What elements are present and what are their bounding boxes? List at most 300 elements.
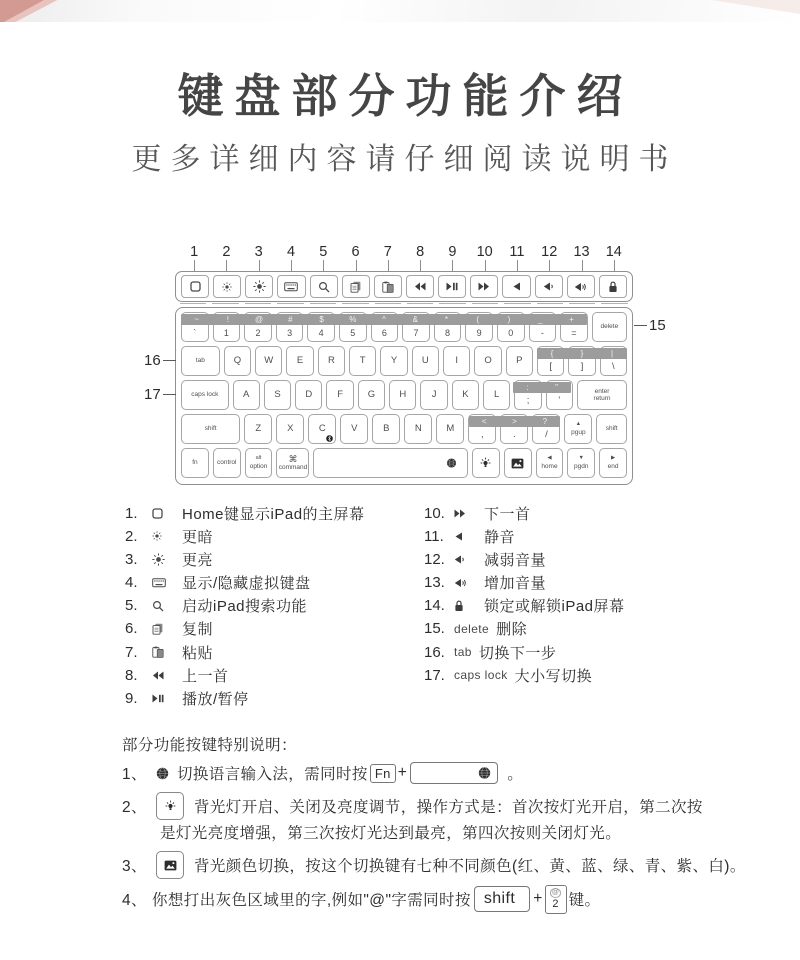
list-item-text: 增加音量	[484, 575, 547, 593]
callout-number: 6	[339, 244, 371, 260]
note-item-3	[122, 851, 762, 879]
callout-15-delete	[634, 317, 666, 334]
key-label: O	[484, 354, 492, 366]
note-number: 4、	[122, 892, 147, 909]
list-item-text: 减弱音量	[484, 551, 547, 569]
bright-icon	[152, 553, 182, 566]
note-item-2-continued: 是灯光亮度增强，第三次按灯光达到最亮，第四次按则关闭灯光。	[160, 825, 622, 842]
key-label: T	[359, 354, 366, 366]
shift-symbol: |	[610, 349, 614, 358]
keyboard-key	[412, 346, 439, 376]
function-key-row	[175, 271, 633, 302]
keyboard-key	[372, 414, 400, 444]
dim-icon	[222, 282, 232, 292]
keyboard-key	[245, 448, 273, 478]
globe-icon	[446, 458, 456, 468]
list-item-text: Home键显示iPad的主屏幕	[182, 505, 365, 523]
keyboard-diagram	[0, 240, 800, 502]
shift-symbols-band	[537, 348, 627, 359]
keyboard-key	[295, 380, 322, 410]
keyboard-key	[326, 380, 353, 410]
note-text: 你想打出灰色区域里的字,例如"@"字需同时按	[152, 892, 471, 909]
list-item-number: 3.	[125, 550, 138, 568]
callout-number: 15	[649, 317, 666, 334]
list-item-number: 15.	[424, 620, 445, 638]
callout-line	[163, 360, 176, 361]
list-item	[424, 505, 794, 521]
key-label: G	[367, 388, 376, 400]
key-label: 8	[445, 328, 451, 339]
next-key	[470, 275, 498, 298]
key-label: 3	[287, 328, 293, 339]
keyboard-key	[567, 448, 595, 478]
callout-number: 10	[469, 244, 501, 260]
list-item-number: 11.	[424, 527, 444, 545]
key-label: .	[513, 428, 516, 440]
backlight-icon	[164, 800, 177, 813]
backlight-color-key-drawing	[156, 851, 184, 879]
key-shift-symbol: @	[551, 889, 560, 897]
shift-symbol: _	[537, 315, 543, 324]
list-item-number: 2.	[125, 527, 138, 545]
key-top-label: ◀	[547, 455, 552, 462]
key-label: /	[545, 428, 548, 440]
dash	[342, 303, 368, 304]
shift-symbols-band	[513, 382, 571, 393]
key-label: K	[462, 388, 469, 400]
key-label: 6	[381, 328, 387, 339]
lock-icon	[454, 600, 484, 612]
key-label: E	[296, 354, 304, 366]
shift-key-drawing: shift	[474, 886, 530, 912]
key-label: P	[516, 354, 523, 366]
keyboard-key	[420, 380, 447, 410]
note-item-4	[122, 885, 762, 913]
keyboard-key	[404, 414, 432, 444]
list-item-text: 启动iPad搜索功能	[182, 598, 308, 616]
list-item-number: 12.	[424, 550, 445, 568]
list-item-number: 14.	[424, 597, 445, 615]
callout-number: 2	[210, 244, 242, 260]
bright-key	[245, 275, 273, 298]
callout-numbers-row	[178, 244, 630, 260]
keyboard-key	[596, 414, 627, 444]
lock-key	[599, 275, 627, 298]
keyboard-body	[175, 307, 633, 485]
paste-icon	[152, 646, 182, 658]
key-label: [	[549, 360, 552, 372]
list-item	[424, 551, 794, 567]
key-label: =	[571, 328, 577, 339]
key-label: 5	[350, 328, 356, 339]
key-label: 0	[508, 328, 514, 339]
key-top-label: alt	[255, 455, 262, 462]
key-label: command	[278, 463, 308, 471]
keyboard-key	[564, 414, 592, 444]
list-item-number: 4.	[125, 574, 138, 592]
keyboard-key	[592, 312, 627, 342]
keyboard-key	[286, 346, 313, 376]
note-number: 2、	[122, 799, 147, 816]
keyboard-key	[443, 346, 470, 376]
at-2-key-drawing	[545, 885, 567, 914]
shift-symbol: ~	[194, 315, 199, 324]
volume-down-icon	[454, 555, 484, 564]
next-icon	[478, 282, 490, 291]
key-label: Z	[255, 422, 262, 434]
key-label: N	[414, 422, 422, 434]
list-item	[125, 598, 420, 614]
plus-sign: +	[533, 890, 543, 907]
mute-icon	[454, 532, 484, 541]
list-item-text: 下一首	[484, 505, 531, 523]
note-item-1	[122, 761, 762, 785]
callout-number: 7	[372, 244, 404, 260]
key-label: shift	[605, 425, 618, 433]
key-label: control	[216, 459, 237, 467]
list-item	[125, 691, 420, 707]
callout-number: 17	[144, 386, 161, 403]
list-item-text: 大小写切换	[514, 667, 593, 685]
key-top-label: ▼	[578, 455, 584, 462]
callout-number: 16	[144, 352, 161, 369]
keyboard-key	[276, 448, 309, 478]
key-label: H	[399, 388, 407, 400]
callout-number: 3	[243, 244, 275, 260]
key-label: option	[249, 462, 268, 470]
list-item-text: 静音	[484, 528, 516, 546]
shift-symbols-band	[469, 416, 560, 427]
list-item-number: 7.	[125, 643, 138, 661]
callout-number: 14	[598, 244, 630, 260]
dim-icon	[152, 531, 182, 541]
shift-symbol: <	[481, 417, 487, 426]
keyboard-key	[506, 346, 533, 376]
key-name-label: delete	[454, 621, 490, 636]
keyboard-key	[452, 380, 479, 410]
callout-number: 1	[178, 244, 210, 260]
shift-symbol: $	[319, 315, 324, 324]
shift-symbol: &	[412, 315, 418, 324]
bright-icon	[253, 280, 266, 293]
key-name-label: tab	[454, 645, 472, 660]
list-item	[125, 528, 420, 544]
key-label: enter	[594, 387, 610, 395]
page-subtitle: 更多详细内容请仔细阅读说明书	[131, 143, 678, 176]
key-label: pgup	[571, 428, 586, 436]
key-label: home	[541, 462, 558, 470]
volume-up-icon	[454, 578, 484, 588]
key-label: tab	[195, 357, 205, 365]
list-item-text: 锁定或解锁iPad屏幕	[484, 598, 625, 616]
key-label: L	[494, 388, 500, 400]
list-item-number: 8.	[125, 666, 138, 684]
keyboard-key	[340, 414, 368, 444]
keyboard-key	[308, 414, 336, 444]
dash	[601, 303, 627, 304]
shift-symbol: ^	[382, 315, 386, 324]
key-name-label: caps lock	[454, 668, 508, 683]
callout-number: 13	[565, 244, 597, 260]
key-label: \	[612, 360, 615, 372]
shift-symbol: ?	[542, 417, 548, 426]
key-main-symbol: 2	[552, 897, 559, 910]
volume-up-key	[567, 275, 595, 298]
callout-number: 8	[404, 244, 436, 260]
globe-icon	[156, 767, 169, 780]
photo-strip	[0, 0, 800, 22]
key-label: F	[337, 388, 344, 400]
paste-key	[374, 275, 402, 298]
shift-symbol: %	[349, 315, 357, 324]
dash	[439, 303, 465, 304]
key-label: -	[540, 328, 544, 339]
key-label: fn	[192, 459, 198, 467]
dash	[375, 303, 401, 304]
shift-symbol: #	[288, 315, 293, 324]
key-top-label: ⌘	[288, 453, 298, 464]
dim-key	[213, 275, 241, 298]
key-label: `	[193, 328, 197, 339]
keyboard-key	[358, 380, 385, 410]
copy-key	[342, 275, 370, 298]
keyboard-key	[472, 448, 500, 478]
keyboard-key	[264, 380, 291, 410]
keyboard-key	[233, 380, 260, 410]
note-item-2	[122, 793, 762, 819]
keyboard-key	[244, 414, 272, 444]
shift-symbol: >	[512, 417, 517, 426]
previous-icon	[152, 671, 182, 680]
key-label: C	[318, 422, 326, 434]
key-label: U	[421, 354, 429, 366]
virtual-keyboard-icon	[284, 282, 298, 292]
bt-icon	[326, 435, 333, 442]
note-text: 键。	[568, 892, 601, 909]
function-list-left	[125, 505, 420, 714]
shift-symbol: +	[569, 315, 574, 324]
note-number: 3、	[122, 858, 147, 875]
keyboard-key	[599, 448, 627, 478]
keyboard-row	[181, 380, 627, 410]
volume-up-icon	[574, 282, 587, 292]
home-key	[181, 275, 209, 298]
list-item	[424, 621, 794, 637]
list-item-number: 5.	[125, 597, 138, 615]
key-label: end	[607, 462, 619, 470]
key-label: B	[383, 422, 390, 434]
play-pause-icon	[446, 282, 458, 291]
home-icon	[190, 281, 201, 292]
key-label: ,	[481, 428, 484, 440]
virtual-keyboard-key	[277, 275, 305, 298]
list-item	[424, 644, 794, 660]
lock-icon	[608, 281, 618, 293]
shift-symbol: }	[580, 349, 584, 358]
previous-icon	[414, 282, 426, 291]
shift-symbol: )	[507, 315, 511, 324]
keyboard-key	[181, 346, 220, 376]
shift-symbols-band	[181, 314, 587, 325]
shift-symbol: :	[526, 383, 529, 392]
list-item	[125, 667, 420, 683]
key-label: Q	[233, 354, 242, 366]
backlight-key-drawing	[156, 792, 184, 820]
next-icon	[454, 509, 484, 518]
paste-icon	[382, 281, 394, 293]
key-label: caps lock	[191, 391, 219, 399]
function-list-right	[424, 505, 794, 691]
key-label: I	[455, 354, 459, 366]
keyboard-key	[536, 448, 564, 478]
globe-icon	[478, 767, 491, 780]
dash	[212, 303, 238, 304]
key-label: 7	[413, 328, 419, 339]
list-item-number: 1.	[125, 504, 138, 522]
list-item	[424, 667, 794, 683]
key-label: W	[264, 354, 274, 366]
keyboard-key	[436, 414, 464, 444]
key-label: 2	[255, 328, 261, 339]
list-item-text: 显示/隐藏虚拟键盘	[182, 575, 311, 593]
keyboard-row	[181, 414, 627, 444]
play-pause-icon	[152, 694, 182, 703]
dash	[472, 303, 498, 304]
shift-symbol: @	[255, 315, 264, 324]
keyboard-key	[181, 414, 240, 444]
dash	[277, 303, 303, 304]
list-item-number: 16.	[424, 643, 445, 661]
shift-symbol: *	[444, 315, 449, 324]
key-top-dashes	[180, 303, 628, 304]
keyboard-row	[181, 312, 627, 342]
note-number: 1、	[122, 766, 147, 783]
list-item	[424, 598, 794, 614]
keyboard-row	[181, 346, 627, 376]
keyboard-key	[577, 380, 627, 410]
shift-symbol: (	[476, 315, 480, 324]
keyboard-key	[389, 380, 416, 410]
key-label: ;	[526, 394, 530, 406]
keyboard-key	[318, 346, 345, 376]
keyboard-key	[224, 346, 251, 376]
backlight-color-icon	[511, 458, 524, 469]
key-label: A	[243, 388, 250, 400]
note-text: 。	[507, 766, 524, 783]
key-label: 9	[476, 328, 482, 339]
list-item-number: 17.	[424, 666, 445, 684]
search-icon	[152, 600, 182, 612]
virtual-keyboard-icon	[152, 578, 182, 588]
list-item-number: 10.	[424, 504, 445, 522]
case-corner-right	[700, 0, 800, 14]
key-label: M	[446, 422, 455, 434]
key-label: 1	[223, 328, 229, 339]
callout-number: 12	[533, 244, 565, 260]
shift-symbol: "	[555, 383, 558, 392]
key-label: S	[274, 388, 281, 400]
previous-key	[406, 275, 434, 298]
callout-16-tab	[144, 352, 176, 369]
play-pause-key	[438, 275, 466, 298]
list-item	[125, 621, 420, 637]
list-item-text: 更亮	[182, 551, 214, 569]
mute-icon	[512, 282, 521, 291]
dash	[245, 303, 271, 304]
key-label: X	[287, 422, 294, 434]
plus-sign: +	[397, 764, 408, 781]
shift-symbol: !	[226, 315, 229, 324]
list-item-number: 9.	[125, 690, 138, 707]
list-item	[424, 528, 794, 544]
keyboard-key	[213, 448, 241, 478]
dash	[569, 303, 595, 304]
search-icon	[318, 281, 330, 293]
key-label: R	[327, 354, 335, 366]
list-item	[125, 551, 420, 567]
callout-number: 11	[501, 244, 533, 260]
copy-icon	[350, 281, 362, 293]
note-text: 切换语言输入法，需同时按	[177, 766, 368, 783]
callout-line	[163, 394, 176, 395]
backlight-icon	[479, 457, 492, 470]
list-item-text: 删除	[496, 621, 528, 639]
callout-17-capslock	[144, 386, 176, 403]
key-top-label: ▲	[575, 421, 582, 428]
keyboard-key	[380, 346, 407, 376]
list-item	[424, 575, 794, 591]
key-label: D	[305, 388, 313, 400]
list-item-text: 切换下一步	[478, 644, 557, 662]
notes-header: 部分功能按键特别说明：	[122, 737, 297, 754]
callout-number: 9	[436, 244, 468, 260]
callout-line	[634, 325, 647, 326]
dash	[537, 303, 563, 304]
note-text: 背光颜色切换，按这个切换键有七种不同颜色(红、黄、蓝、绿、青、紫、白)。	[194, 858, 746, 875]
list-item-text: 上一首	[182, 667, 229, 685]
keyboard-key	[313, 448, 467, 478]
key-top-label: ▶	[610, 455, 616, 462]
list-item-text: 更暗	[182, 528, 214, 546]
copy-icon	[152, 623, 182, 635]
list-item-text: 复制	[182, 621, 214, 639]
keyboard-key	[474, 346, 501, 376]
keyboard-key	[276, 414, 304, 444]
keyboard-key	[181, 448, 209, 478]
keyboard-key	[349, 346, 376, 376]
dash	[180, 303, 206, 304]
volume-down-key	[535, 275, 563, 298]
note-text: 背光灯开启、关闭及亮度调节，操作方式是：首次按灯光开启，第二次按	[194, 799, 703, 816]
keyboard-key	[255, 346, 282, 376]
search-key	[310, 275, 338, 298]
key-label: delete	[600, 323, 619, 331]
callout-number: 5	[307, 244, 339, 260]
key-label: return	[593, 395, 611, 402]
list-item	[125, 575, 420, 591]
list-item-text: 粘贴	[182, 644, 214, 662]
home-icon	[152, 508, 182, 519]
key-label: V	[351, 422, 358, 434]
key-label: ]	[580, 360, 584, 372]
space-key-drawing	[410, 762, 498, 784]
fn-key-drawing: Fn	[370, 764, 396, 783]
key-label: shift	[204, 425, 217, 433]
keyboard-row	[181, 448, 627, 478]
shift-symbol: {	[550, 349, 554, 358]
dash	[310, 303, 336, 304]
backlight-color-icon	[164, 860, 177, 871]
